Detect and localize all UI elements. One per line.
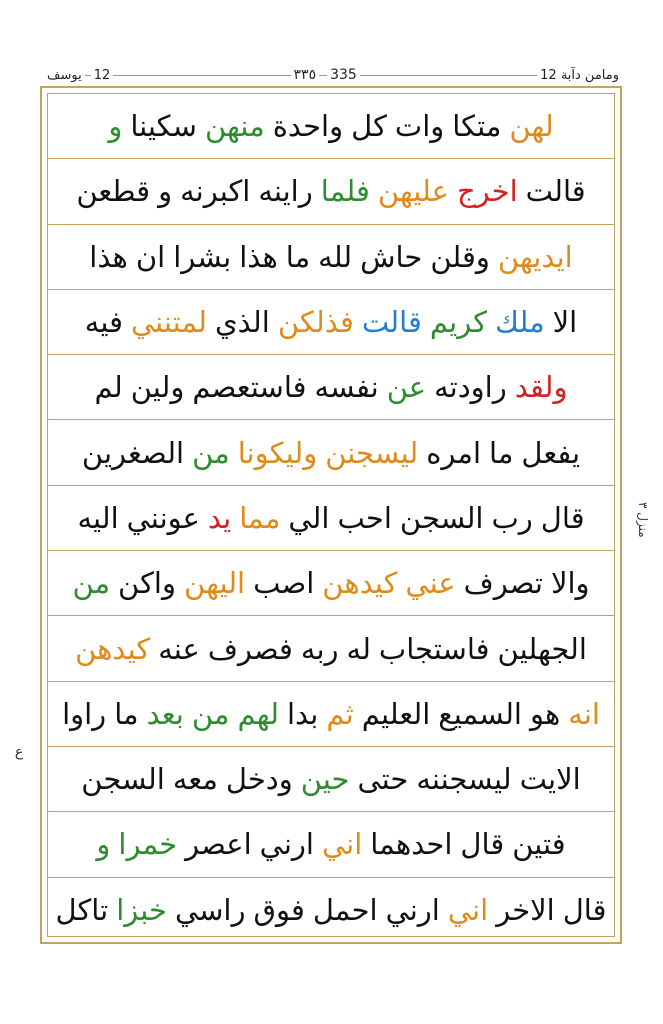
word: ليسجنن: [325, 435, 419, 470]
word: الجهلين: [497, 631, 587, 666]
word: ما: [114, 696, 139, 731]
word: قال: [562, 893, 607, 928]
word: تاكل: [55, 893, 109, 928]
word: الي: [288, 500, 330, 535]
word: الصغرين: [81, 435, 185, 470]
word: اعصر: [185, 827, 252, 862]
word: هذا: [239, 239, 278, 274]
word: قال: [460, 827, 505, 862]
word: اخرج: [456, 174, 518, 209]
word: راودته: [434, 370, 507, 405]
word: امره: [426, 435, 482, 470]
word: انه: [568, 696, 600, 731]
text-line: [48, 486, 614, 551]
word: تصرف: [463, 566, 543, 601]
word: احدهما: [370, 827, 453, 862]
word: الايت: [519, 762, 581, 797]
page-header: [44, 64, 622, 86]
word: فاستجاب: [378, 631, 490, 666]
text-line: [48, 290, 614, 355]
word: ارني: [385, 893, 440, 928]
word: السميع: [438, 696, 522, 731]
text-line: [48, 551, 614, 616]
word: اني: [447, 893, 489, 928]
word: قال: [540, 500, 585, 535]
surah-name: يوسف: [44, 68, 85, 83]
text-line: [48, 94, 614, 159]
text-line: [48, 878, 614, 943]
word: العليم: [361, 696, 431, 731]
word: و: [96, 827, 111, 862]
text-lines: [47, 93, 615, 937]
word: السجن: [81, 762, 165, 797]
word: عنه: [158, 631, 200, 666]
word: مما: [239, 500, 281, 535]
word: راينه: [258, 174, 313, 209]
word: حاش: [360, 239, 423, 274]
word: اكبرنه: [180, 174, 251, 209]
word: والا: [550, 566, 590, 601]
word: قطعن: [76, 174, 151, 209]
text-line: [48, 225, 614, 290]
header-right: [537, 68, 622, 83]
word: ربه: [300, 631, 339, 666]
word: من: [72, 566, 111, 601]
word: حين: [300, 762, 350, 797]
word: منهن: [204, 109, 265, 144]
word: له: [346, 631, 371, 666]
surah-number: 12: [91, 68, 114, 83]
word: ارني: [259, 827, 314, 862]
word: لهن: [509, 109, 554, 144]
page-number-latin: 335: [327, 67, 360, 83]
para-name: 12 ومامن دآبة: [537, 68, 622, 83]
word: متكا: [452, 109, 502, 144]
word: هذا: [89, 239, 128, 274]
word: ولين: [130, 370, 185, 405]
text-line: [48, 355, 614, 420]
word: فذلكن: [277, 305, 354, 340]
word: فوق: [253, 893, 305, 928]
word: ما: [285, 239, 311, 274]
word: قالت: [361, 305, 422, 340]
word: كيدهن: [75, 631, 151, 666]
word: السجن: [399, 500, 484, 535]
word: واكن: [118, 566, 176, 601]
word: الا: [552, 305, 578, 340]
word: اليهن: [184, 566, 246, 601]
word: كيدهن: [322, 566, 398, 601]
word: و: [158, 174, 173, 209]
word: فلما: [320, 174, 370, 209]
word: ان: [135, 239, 166, 274]
word: بدا: [286, 696, 319, 731]
word: سكينا: [130, 109, 197, 144]
word: كل: [351, 109, 387, 144]
word: خبزا: [116, 893, 167, 928]
word: الذي: [214, 305, 270, 340]
text-line: [48, 616, 614, 681]
word: ايديهن: [497, 239, 573, 274]
text-line: [48, 421, 614, 486]
word: لمتنني: [130, 305, 207, 340]
word: راوا: [62, 696, 107, 731]
word: عن: [386, 370, 427, 405]
word: نفسه: [314, 370, 379, 405]
page-frame: [40, 86, 622, 944]
word: واحدة: [272, 109, 344, 144]
word: رب: [491, 500, 533, 535]
word: راسي: [174, 893, 246, 928]
text-line: [48, 812, 614, 877]
manzil-label: منزل ٣: [636, 502, 650, 538]
word: الاخر: [496, 893, 555, 928]
word: من: [191, 696, 230, 731]
word: ثم: [326, 696, 354, 731]
word: و: [108, 109, 123, 144]
word: حتى: [357, 762, 409, 797]
word: لله: [318, 239, 353, 274]
word: كريم: [429, 305, 488, 340]
word: من: [192, 435, 230, 470]
word: خمرا: [118, 827, 178, 862]
word: فاستعصم: [192, 370, 307, 405]
word: يفعل: [521, 435, 581, 470]
word: فيه: [84, 305, 123, 340]
word: اني: [321, 827, 363, 862]
page-number-arabic: ٣٣٥: [291, 67, 320, 83]
word: وليكونا: [237, 435, 318, 470]
word: عني: [405, 566, 456, 601]
text-line: [48, 682, 614, 747]
word: بشرا: [173, 239, 232, 274]
text-line: [48, 747, 614, 812]
word: لهم: [237, 696, 279, 731]
word: وات: [394, 109, 445, 144]
word: ليسجننه: [416, 762, 512, 797]
word: احمل: [312, 893, 378, 928]
word: عونني: [126, 500, 200, 535]
word: هو: [529, 696, 561, 731]
word: اصب: [253, 566, 315, 601]
word: ما: [489, 435, 514, 470]
word: فتين: [512, 827, 566, 862]
word: ملك: [495, 305, 545, 340]
word: قالت: [525, 174, 586, 209]
page-number: [291, 67, 360, 83]
word: اليه: [77, 500, 119, 535]
word: ودخل: [225, 762, 293, 797]
word: عليهن: [377, 174, 449, 209]
word: احب: [337, 500, 392, 535]
word: ولقد: [514, 370, 568, 405]
header-left: [44, 68, 113, 83]
ruku-mark: ع: [14, 744, 24, 760]
word: وقلن: [430, 239, 490, 274]
word: بعد: [146, 696, 184, 731]
word: فصرف: [207, 631, 293, 666]
word: لم: [94, 370, 123, 405]
text-line: [48, 159, 614, 224]
word: معه: [172, 762, 218, 797]
word: يد: [207, 500, 232, 535]
